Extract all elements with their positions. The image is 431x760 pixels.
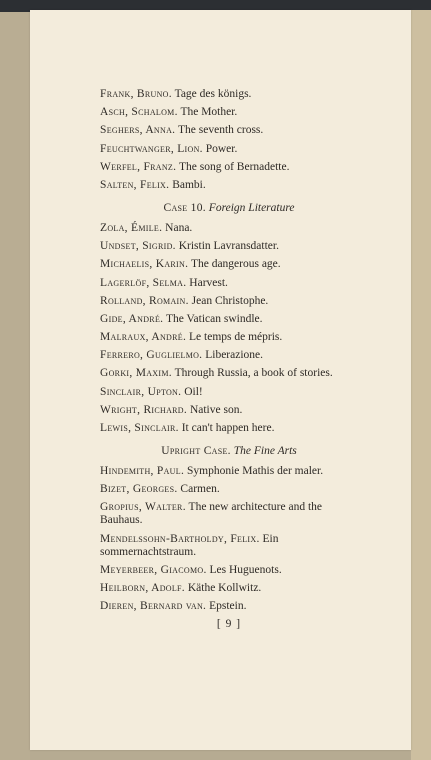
entry-title: Symphonie Mathis der maler. xyxy=(187,465,324,477)
entry-author: Frank, Bruno. xyxy=(100,88,172,100)
entry-title: Native son. xyxy=(189,403,243,416)
list-item xyxy=(100,331,358,344)
heading-subtitle: The Fine Arts xyxy=(233,445,297,457)
entry-list-1 xyxy=(100,88,358,192)
entry-author: Wright, Richard. xyxy=(100,403,188,416)
list-item xyxy=(100,240,358,253)
entry-author: Salten, Felix. xyxy=(100,178,170,191)
list-item xyxy=(100,313,358,326)
list-item xyxy=(100,277,358,290)
entry-author: Zola, Émile. xyxy=(100,221,163,234)
entry-author: Lewis, Sinclair. xyxy=(100,422,179,434)
entry-title: Kristin Lavransdatter. xyxy=(178,240,279,253)
list-item xyxy=(100,533,358,559)
entry-title: The seventh cross. xyxy=(178,124,264,137)
entry-author: Gorki, Maxim. xyxy=(100,367,172,380)
page-content xyxy=(100,88,358,631)
entry-author: Undset, Sigrid. xyxy=(100,240,176,253)
entry-title: Carmen. xyxy=(180,483,220,496)
entry-author: Gropius, Walter. xyxy=(100,501,186,514)
list-item xyxy=(100,600,358,613)
entry-title: Harvest. xyxy=(189,276,228,289)
entry-author: Feuchtwanger, Lion. xyxy=(100,142,203,155)
heading-label: Upright Case. xyxy=(161,445,231,457)
section-heading-case-10 xyxy=(100,202,358,215)
entry-title: Oil! xyxy=(184,385,203,398)
list-item xyxy=(100,258,358,271)
section-heading-upright-case xyxy=(100,445,358,458)
entry-title: Jean Christophe. xyxy=(191,294,269,307)
list-item xyxy=(100,367,358,380)
entry-title: Nana. xyxy=(165,221,193,234)
entry-title: Liberazione. xyxy=(205,349,264,362)
entry-author: Michaelis, Karin. xyxy=(100,258,189,271)
right-background-strip xyxy=(411,10,431,760)
entry-title: Ein sommernachtstraum. xyxy=(100,532,279,558)
list-item xyxy=(100,88,358,101)
entry-author: Sinclair, Upton. xyxy=(100,385,182,398)
list-item xyxy=(100,106,358,119)
entry-list-3 xyxy=(100,465,358,613)
list-item xyxy=(100,501,358,527)
entry-title: It can't happen here. xyxy=(181,422,275,434)
entry-author: Meyerbeer, Giacomo. xyxy=(100,563,207,576)
list-item xyxy=(100,582,358,595)
list-item xyxy=(100,422,358,435)
entry-author: Mendelssohn-Bartholdy, Felix. xyxy=(100,532,260,545)
entry-author: Dieren, Bernard van. xyxy=(100,600,207,613)
entry-title: Through Russia, a book of stories. xyxy=(174,367,333,380)
list-item xyxy=(100,161,358,174)
entry-title: Power. xyxy=(205,142,238,155)
list-item xyxy=(100,295,358,308)
list-item xyxy=(100,349,358,362)
entry-title: Käthe Kollwitz. xyxy=(187,581,262,594)
list-item xyxy=(100,564,358,577)
entry-author: Hindemith, Paul. xyxy=(100,465,185,477)
entry-author: Asch, Schalom. xyxy=(100,106,178,119)
left-background-strip xyxy=(0,12,30,760)
entry-title: The dangerous age. xyxy=(190,258,281,271)
entry-author: Ferrero, Guglielmo. xyxy=(100,349,203,362)
entry-title: Le temps de mépris. xyxy=(189,331,283,344)
entry-title: Bambi. xyxy=(172,178,206,191)
entry-author: Bizet, Georges. xyxy=(100,483,178,496)
document-page xyxy=(30,10,411,750)
list-item xyxy=(100,483,358,496)
entry-author: Heilborn, Adolf. xyxy=(100,581,185,594)
list-item xyxy=(100,124,358,137)
entry-title: The new architecture and the Bauhaus. xyxy=(100,501,323,527)
list-item xyxy=(100,386,358,399)
entry-title: The Mother. xyxy=(180,106,238,119)
heading-subtitle: Foreign Literature xyxy=(208,201,295,214)
list-item xyxy=(100,179,358,192)
entry-title: The song of Bernadette. xyxy=(178,160,290,173)
list-item xyxy=(100,465,358,478)
entry-title: Epstein. xyxy=(209,600,247,613)
entry-author: Malraux, André. xyxy=(100,331,187,344)
entry-author: Lagerlöf, Selma. xyxy=(100,276,187,289)
list-item xyxy=(100,143,358,156)
entry-author: Werfel, Franz. xyxy=(100,160,177,173)
entry-author: Rolland, Romain. xyxy=(100,294,189,307)
list-item xyxy=(100,222,358,235)
page-number: [ 9 ] xyxy=(216,618,242,631)
entry-author: Seghers, Anna. xyxy=(100,124,176,137)
list-item xyxy=(100,404,358,417)
heading-label: Case 10. xyxy=(163,201,206,214)
entry-title: The Vatican swindle. xyxy=(165,312,263,325)
entry-author: Gide, André. xyxy=(100,312,164,325)
entry-title: Tage des königs. xyxy=(174,88,252,100)
entry-list-2 xyxy=(100,222,358,435)
entry-title: Les Huguenots. xyxy=(209,563,282,576)
